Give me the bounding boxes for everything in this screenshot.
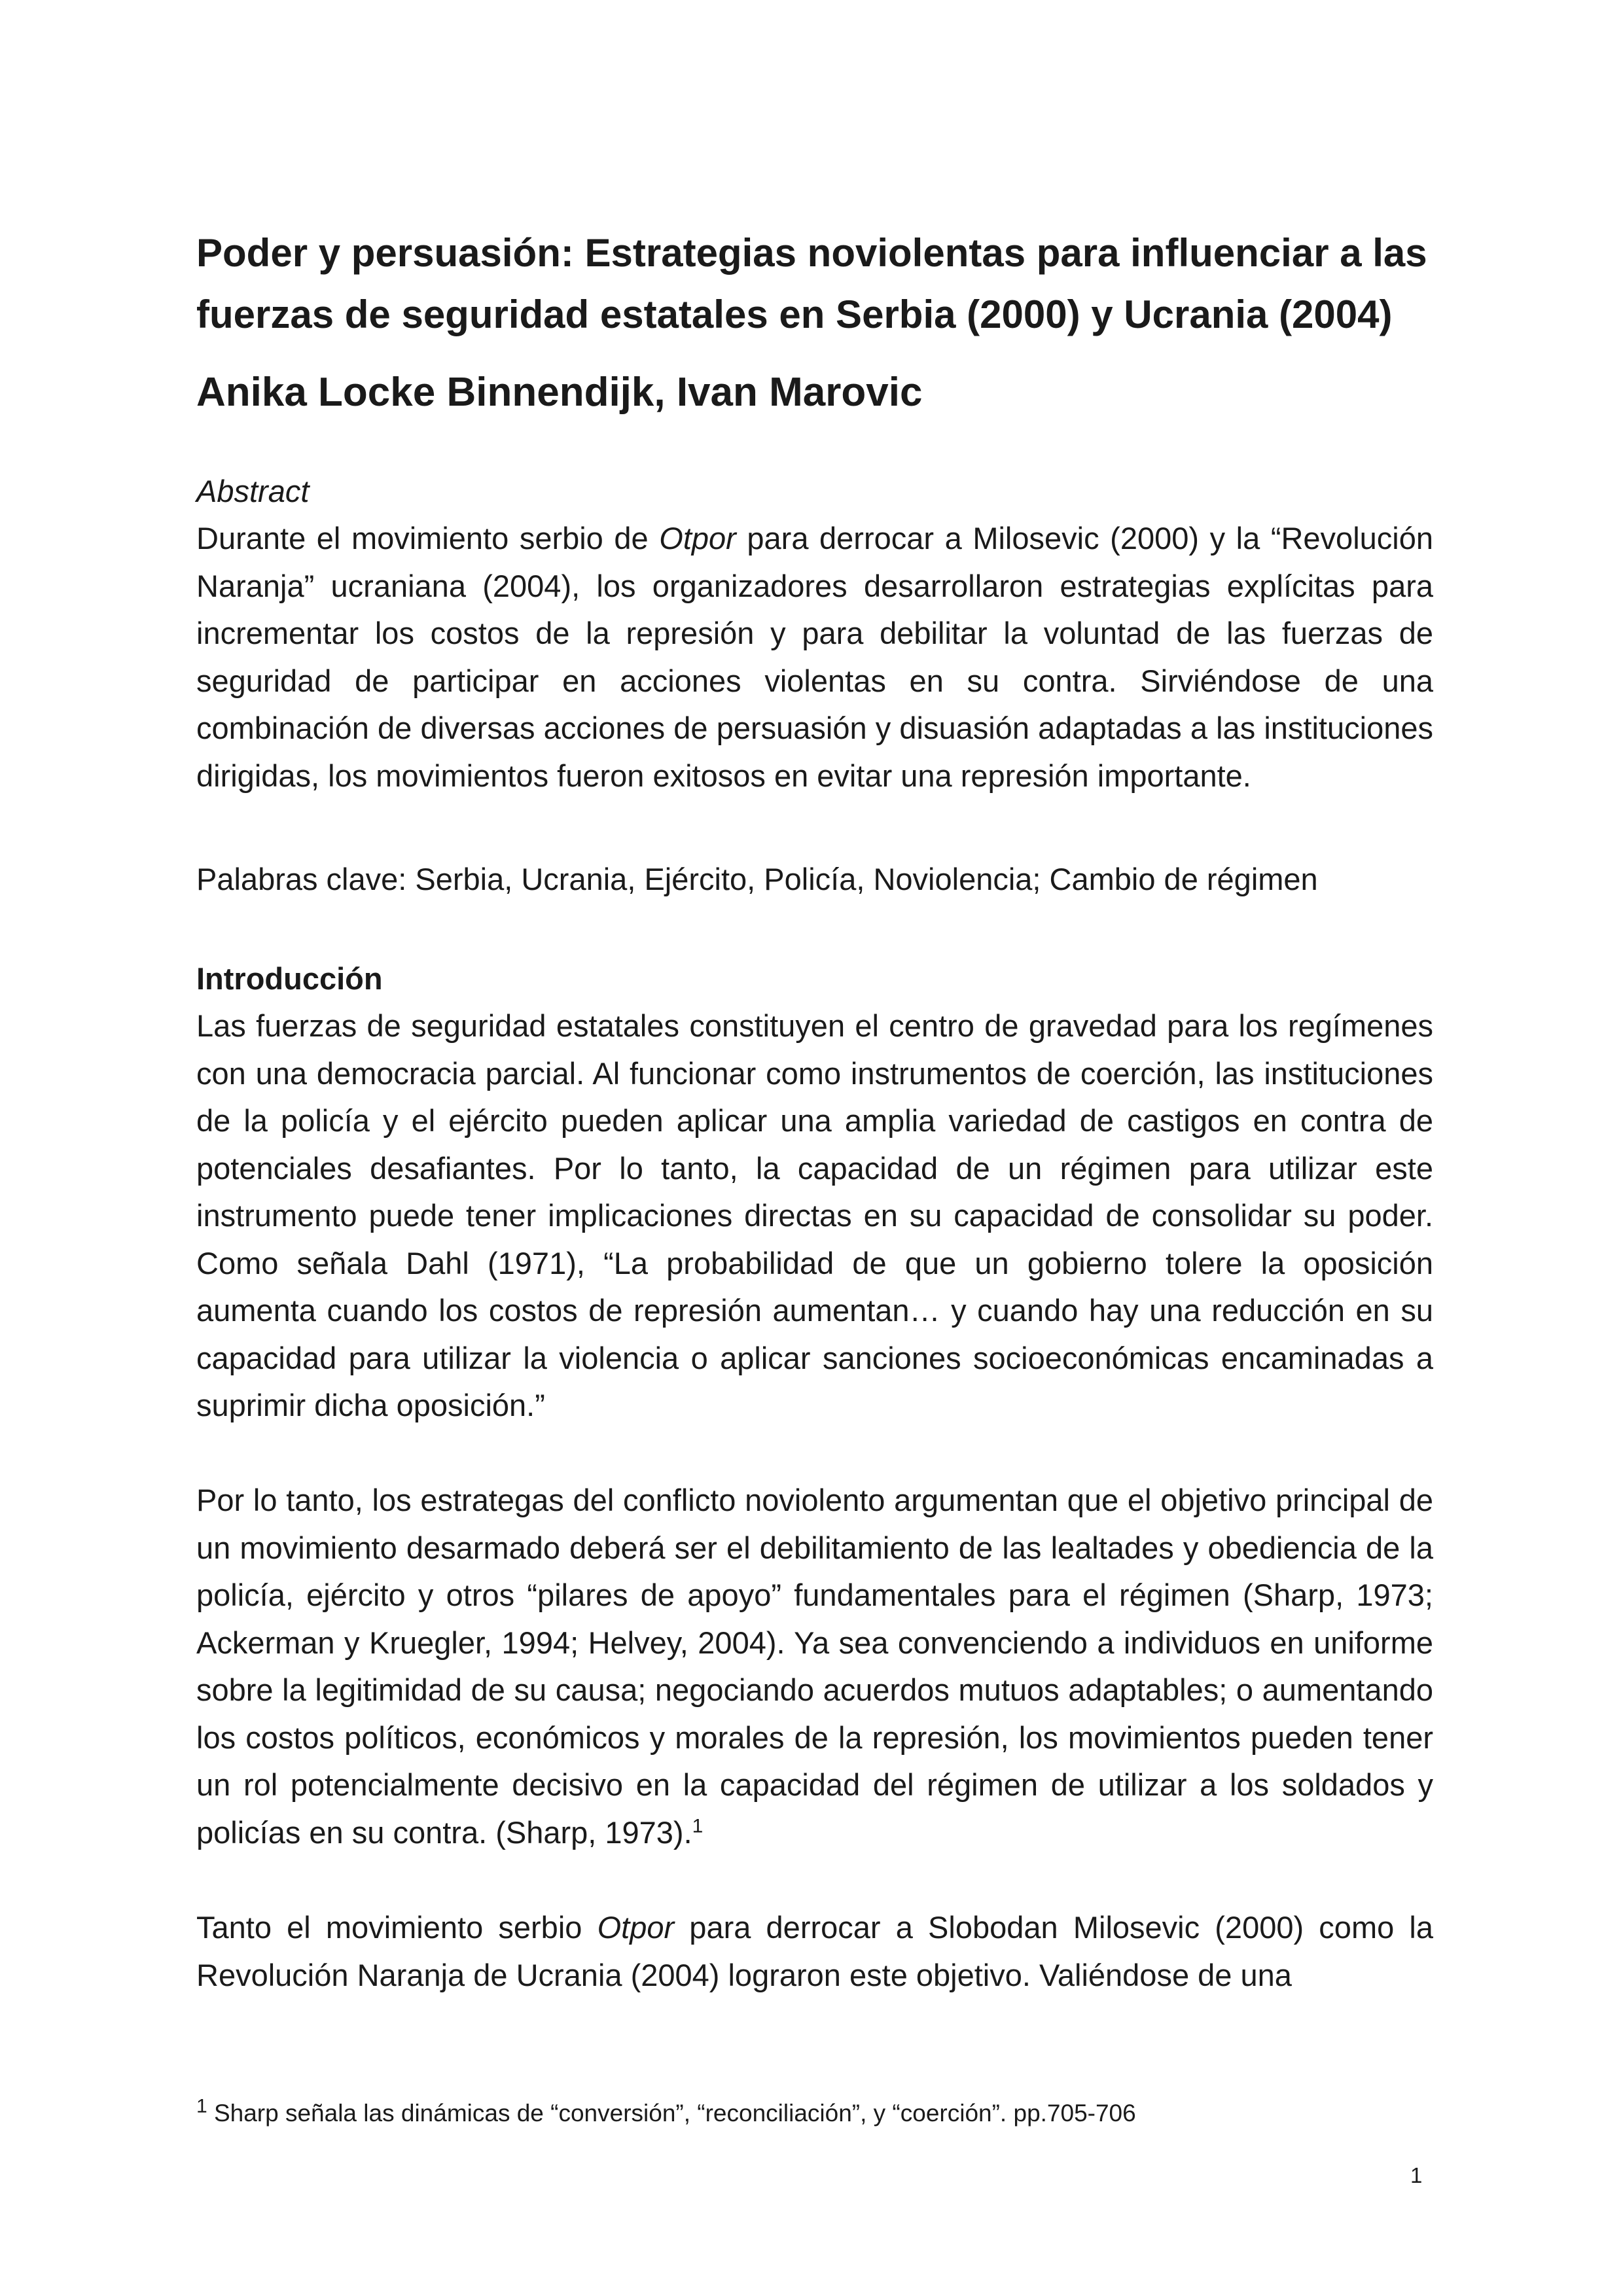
footnote — [196, 2094, 1433, 2133]
paper-authors: Anika Locke Binnendijk, Ivan Marovic — [196, 370, 923, 415]
footnote-marker: 1 — [196, 2095, 207, 2117]
introduction-paragraph-3-text-2: para derrocar a Slobodan Milosevic (2000) como la Revolución Naranja de Ucrania (2004) lograron este objetivo. Valiéndose de una — [196, 1910, 1433, 1992]
abstract-otpor-emphasis: Otpor — [659, 521, 736, 556]
footnote-text: Sharp señala las dinámicas de “conversión”, “reconciliación”, y “coerción”. pp.705-706 — [207, 2100, 1136, 2127]
abstract-body — [196, 515, 1433, 800]
introduction-paragraph-2-text: Por lo tanto, los estrategas del conflicto noviolento argumentan que el objetivo principal de un movimiento desarmado deberá ser el debilitamiento de las lealtades y obediencia de la policía, ejército y otros “pilares de apoyo” fundamentales para el régimen (Sharp, 1973; Ackerman y Kruegler, 1994; Helvey, 2004). Ya sea convenciendo a individuos en uniforme sobre la legitimidad de su causa; negociando acuerdos mutuos adaptables; o aumentando los costos políticos, económicos y morales de la represión, los movimientos pueden tener un rol potencialmente decisivo en la capacidad del régimen de utilizar a los soldados y policías en su contra. (Sharp, 1973). — [196, 1483, 1433, 1850]
page-number: 1 — [1410, 2163, 1423, 2187]
paper-title — [196, 222, 1440, 345]
abstract-heading: Abstract — [196, 474, 310, 508]
introduction-paragraph-3 — [196, 1904, 1433, 1999]
introduction-paragraph-2 — [196, 1477, 1433, 1856]
title-line-1: Poder y persuasión: Estrategias noviolentas para influenciar a las — [196, 231, 1427, 275]
introduction-heading: Introducción — [196, 961, 383, 996]
otpor-emphasis: Otpor — [597, 1910, 675, 1945]
abstract-text-2: para derrocar a Milosevic (2000) y la “Revolución Naranja” ucraniana (2004), los organizadores desarrollaron estrategias explícitas para incrementar los costos de la represión y para debilitar la voluntad de las fuerzas de seguridad de participar en acciones violentas en su contra. Sirviéndose de una combinación de diversas acciones de persuasión y disuasión adaptadas a las instituciones dirigidas, los movimientos fueron exitosos en evitar una represión importante. — [196, 521, 1433, 793]
footnote-reference[interactable]: 1 — [692, 1814, 704, 1837]
title-line-2: fuerzas de seguridad estatales en Serbia (2000) y Ucrania (2004) — [196, 292, 1393, 336]
introduction-paragraph-1: Las fuerzas de seguridad estatales constituyen el centro de gravedad para los regímenes con una democracia parcial. Al funcionar como instrumentos de coerción, las instituciones de la policía y el ejército pueden aplicar una amplia variedad de castigos en contra de potenciales desafiantes. Por lo tanto, la capacidad de un régimen para utilizar este instrumento puede tener implicaciones directas en su capacidad de consolidar su poder. Como señala Dahl (1971), “La probabilidad de que un gobierno tolere la oposición aumenta cuando los costos de represión aumentan… y cuando hay una reducción en su capacidad para utilizar la violencia o aplicar sanciones socioeconómicas encaminadas a suprimir dicha oposición.” — [196, 1008, 1433, 1422]
introduction-paragraph-3-text-1: Tanto el movimiento serbio — [196, 1910, 597, 1945]
keywords: Palabras clave: Serbia, Ucrania, Ejército, Policía, Noviolencia; Cambio de régimen — [196, 862, 1318, 896]
abstract-text-1: Durante el movimiento serbio de — [196, 521, 660, 556]
